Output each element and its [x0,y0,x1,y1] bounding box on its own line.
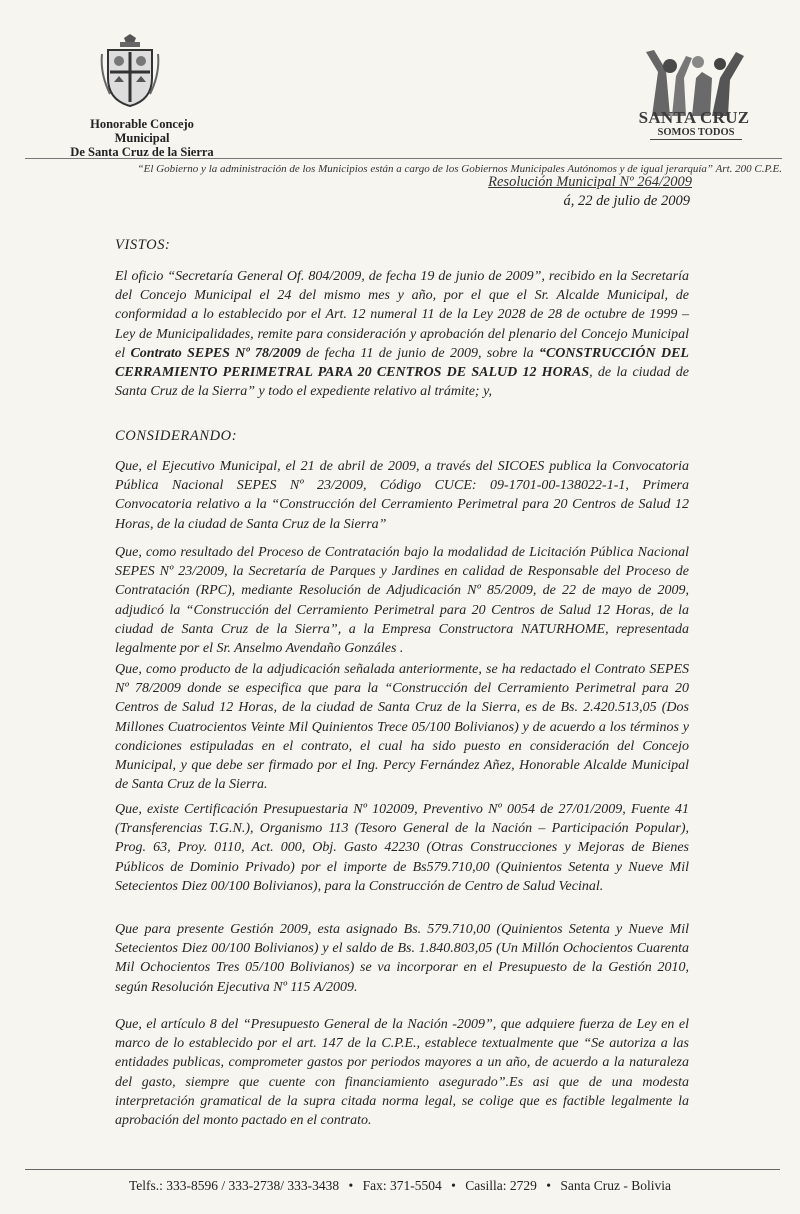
footer-rule [25,1169,780,1170]
coat-of-arms-icon [100,30,160,110]
constitution-quote: “El Gobierno y la administración de los Municipios están a cargo de los Gobiernos Municipales Autónomos y de igual jerarquía” Art. 200 C.P.E. [137,163,782,175]
vistos-text-2: de fecha 11 de junio de 2009, sobre la [300,345,539,361]
vistos-text-1: El oficio “Secretaría General Of. 804/2009, de fecha 19 de junio de 2009”, recibido en la Secretaría del Concejo Municipal el 24 del mismo mes y año, por el que el Sr. Alcalde Municipal, de conformidad a lo establecido por el Art. 12 numeral 11 de la Ley 2028 de 28 de octubre de 1999 – Ley de Municipalidades, remite para consideración y aprobación del plenario del Concejo Municipal el [115,269,689,361]
considerando-paragraph-6: Que, el artículo 8 del “Presupuesto General de la Nación -2009”, que adquiere fuerza de Ley en el marco de lo establecido por el art. 147 de la C.P.E., establece textualmente que “Se autoriza a las entidades publicas, comprometer gastos por periodos mayores a un año, de acuerdo a la naturaleza del gasto, siempre que cuente con financiamiento asegurado”.Es asi que de una modesta interpretación gramatical de la supra citada norma legal, se colige que es factible legalmente la aprobación del monto pactado en el contrato. [115,1017,689,1129]
footer-contact [0,1178,800,1194]
header-rule [25,158,782,159]
logo-name: SANTA CRUZ [638,108,750,127]
footer-separator: • [348,1178,354,1193]
council-name-line2: De Santa Cruz de la Sierra [70,145,214,159]
considerando-paragraph-1: Que, el Ejecutivo Municipal, el 21 de abril de 2009, a través del SICOES publica la Convocatoria Pública Nacional SEPES Nº 23/2009, Código CUCE: 09-1701-00-138022-1-1, Primera Convocatoria relativo a la “Construcción del Cerramiento Perimetral para 20 Centros de Salud 12 Horas, de la ciudad de Santa Cruz de la Sierra” [115,459,689,532]
considerando-paragraph-5: Que para presente Gestión 2009, esta asignado Bs. 579.710,00 (Quinientos Setenta y Nueve Mil Setecientos Diez 00/100 Bolivianos) y el saldo de Bs. 1.840.803,05 (Un Millón Ochocientos Cuarenta Mil Ochocientos Tres 05/100 Bolivianos) se va incorporar en el Presupuesto de la Gestión 2010, según Resolución Ejecutiva Nº 115 A/2009. [115,922,689,995]
footer-casilla: Casilla: 2729 [465,1178,537,1193]
considerando-heading: CONSIDERANDO: [115,428,238,444]
footer-separator: • [451,1178,456,1193]
logo-tagline: SOMOS TODOS [650,127,742,140]
council-name-line1: Honorable Concejo Municipal [90,117,194,145]
resolution-number: Resolución Municipal Nº 264/2009 [488,174,692,190]
considerando-paragraph-2: Que, como resultado del Proceso de Contratación bajo la modalidad de Licitación Pública Nacional SEPES Nº 23/2009, la Secretaría de Parques y Jardines en calidad de Responsable del Proceso de Contratación (RPC), mediante Resolución de Adjudicación Nº 85/2009, de 22 de mayo de 2009, adjudicó la “Construcción del Cerramiento Perimetral para 20 Centros de Salud 12 Horas, de la ciudad de Santa Cruz de la Sierra”, a la Empresa Constructora NATURHOME, representada legalmente por el Sr. Anselmo Avendaño Gonzáles . [115,545,689,657]
vistos-heading: VISTOS: [115,237,171,253]
footer-separator: • [546,1178,551,1193]
footer-city: Santa Cruz - Bolivia [560,1178,671,1193]
footer-fax: Fax: 371-5504 [362,1178,442,1193]
project-title: “CONSTRUCCIÓN DEL CERRAMIENTO PERIMETRAL PARA 20 CENTROS DE SALUD 12 HORAS [115,345,689,381]
considerando-paragraph-3: Que, como producto de la adjudicación señalada anteriormente, se ha redactado el Contrato SEPES Nº 78/2009 donde se especifica que para la “Construcción del Cerramiento Perimetral para 20 Centros de Salud 12 Horas, de la ciudad de Santa Cruz de la Sierra, es de Bs. 2.420.513,05 (Dos Millones Cuatrocientos Veinte Mil Quinientos Trece 05/100 Bolivianos) y de acuerdo a los términos y condiciones estipuladas en el contrato, el cual ha sido puesto en consideración del Concejo Municipal, y que debe ser firmado por el Ing. Percy Fernández Añez, Honorable Alcalde Municipal de Santa Cruz de la Sierra. [115,662,689,793]
council-name [62,117,222,159]
considerando-paragraph-4: Que, existe Certificación Presupuestaria Nº 102009, Preventivo Nº 0054 de 27/01/2009, Fuente 41 (Transferencias T.G.N.), Organismo 113 (Tesoro General de la Nación – Participación Popular), Prog. 63, Proy. 0110, Act. 000, Obj. Gasto 42230 (Otras Construcciones y Mejoras de Bienes Públicos de Dominio Privado) por el importe de Bs579.710,00 (Quinientos Setenta y Nueve Mil Setecientos Diez 00/100 Bolivianos), para la Construcción de Centro de Salud Vecinal. [115,802,689,894]
vistos-text-3: , de la ciudad de Santa Cruz de la Sierra” y todo el expediente relativo al trámite; y, [115,365,689,400]
resolution-date: á, 22 de julio de 2009 [563,193,690,209]
vistos-paragraph [115,267,689,401]
footer-phones: Telfs.: 333-8596 / 333-2738/ 333-3438 [129,1178,340,1193]
contract-ref: Contrato SEPES Nº 78/2009 [130,345,301,361]
